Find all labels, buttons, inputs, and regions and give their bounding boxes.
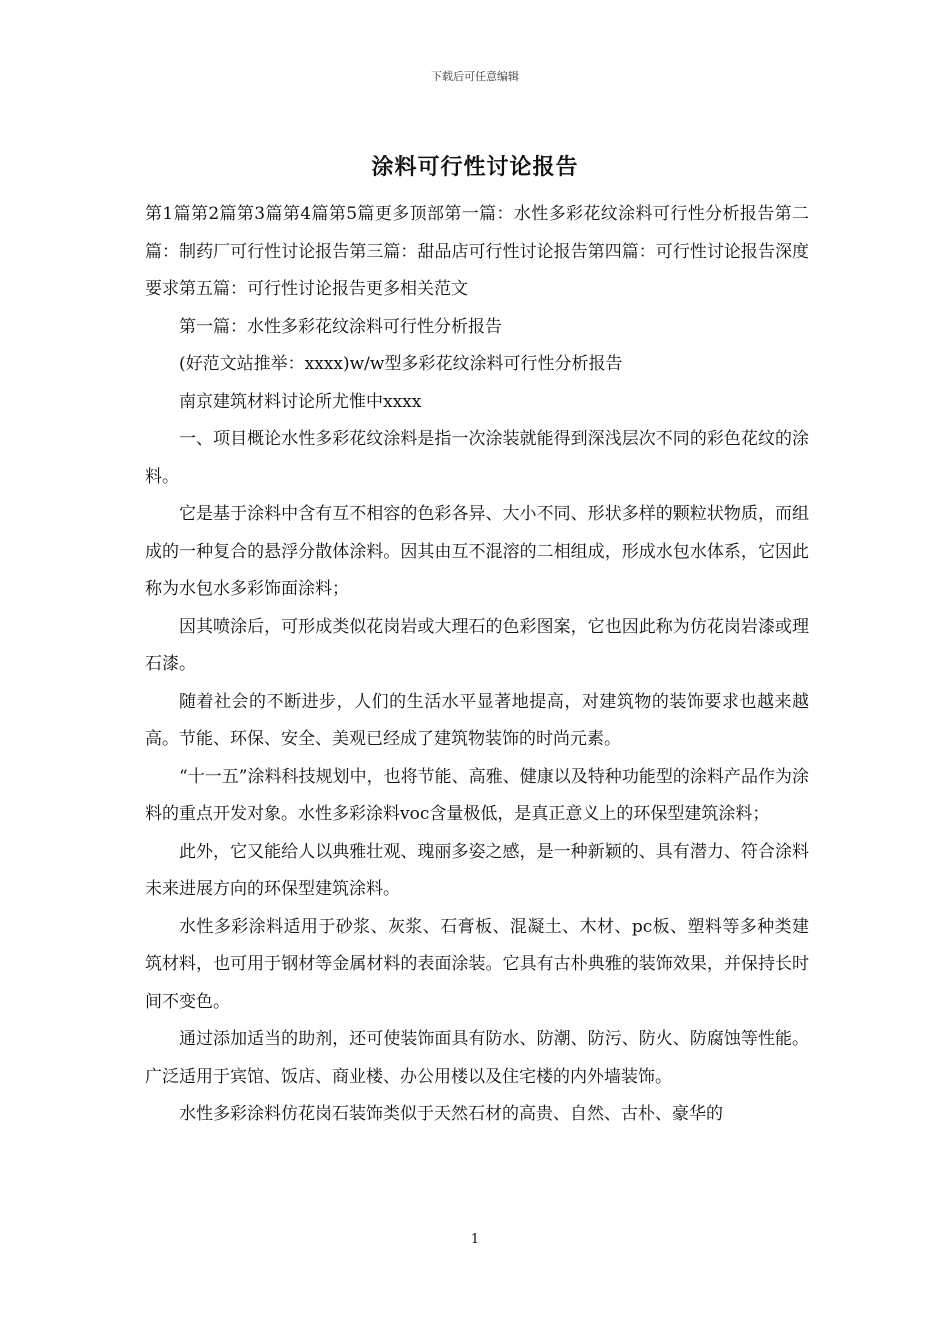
paragraph: 此外，它又能给人以典雅壮观、瑰丽多姿之感，是一种新颖的、具有潜力、符合涂料未来进展方向的环保型建筑涂料。 <box>145 841 809 899</box>
paragraph: 它是基于涂料中含有互不相容的色彩各异、大小不同、形状多样的颗粒状物质，而组成的一种复合的悬浮分散体涂料。因其由互不混溶的二相组成，形成水包水体系，它因此称为水包水多彩饰面涂料； <box>145 504 809 599</box>
paragraph: 水性多彩涂料适用于砂浆、灰浆、石膏板、混凝土、木材、pc板、塑料等多种类建筑材料，也可用于钢材等金属材料的表面涂装。它具有古朴典雅的装饰效果，并保持长时间不变色。 <box>145 916 809 1012</box>
paragraph: 第1篇第2篇第3篇第4篇第5篇更多顶部第一篇：水性多彩花纹涂料可行性分析报告第二篇：制药厂可行性讨论报告第三篇：甜品店可行性讨论报告第四篇：可行性讨论报告深度要求第五篇：可行性讨论报告更多相关范文 <box>145 204 809 299</box>
paragraph: 通过添加适当的助剂，还可使装饰面具有防水、防潮、防污、防火、防腐蚀等性能。广泛适用于宾馆、饭店、商业楼、办公用楼以及住宅楼的内外墙装饰。 <box>145 1029 809 1087</box>
paragraph: 随着社会的不断进步，人们的生活水平显著地提高，对建筑物的装饰要求也越来越高。节能、环保、安全、美观已经成了建筑物装饰的时尚元素。 <box>145 691 809 749</box>
paragraph: “十一五”涂料科技规划中，也将节能、高雅、健康以及特种功能型的涂料产品作为涂料的重点开发对象。水性多彩涂料voc含量极低，是真正意义上的环保型建筑涂料； <box>145 766 809 824</box>
page-number: 1 <box>470 1232 480 1247</box>
paragraph: 第一篇：水性多彩花纹涂料可行性分析报告 <box>179 316 502 337</box>
paragraph: 南京建筑材料讨论所尤惟中xxxx <box>179 391 422 412</box>
paragraph: 因其喷涂后，可形成类似花岗岩或大理石的色彩图案，它也因此称为仿花岗岩漆或理石漆。 <box>145 616 809 674</box>
document-body <box>145 196 809 1134</box>
header-note: 下载后可任意编辑 <box>431 70 519 83</box>
document-title: 涂料可行性讨论报告 <box>371 155 579 180</box>
paragraph: 一、项目概论水性多彩花纹涂料是指一次涂装就能得到深浅层次不同的彩色花纹的涂料。 <box>145 429 809 487</box>
paragraph: 水性多彩涂料仿花岗石装饰类似于天然石材的高贵、自然、古朴、豪华的 <box>179 1104 723 1124</box>
paragraph: (好范文站推举：xxxx)w/w型多彩花纹涂料可行性分析报告 <box>179 354 623 374</box>
